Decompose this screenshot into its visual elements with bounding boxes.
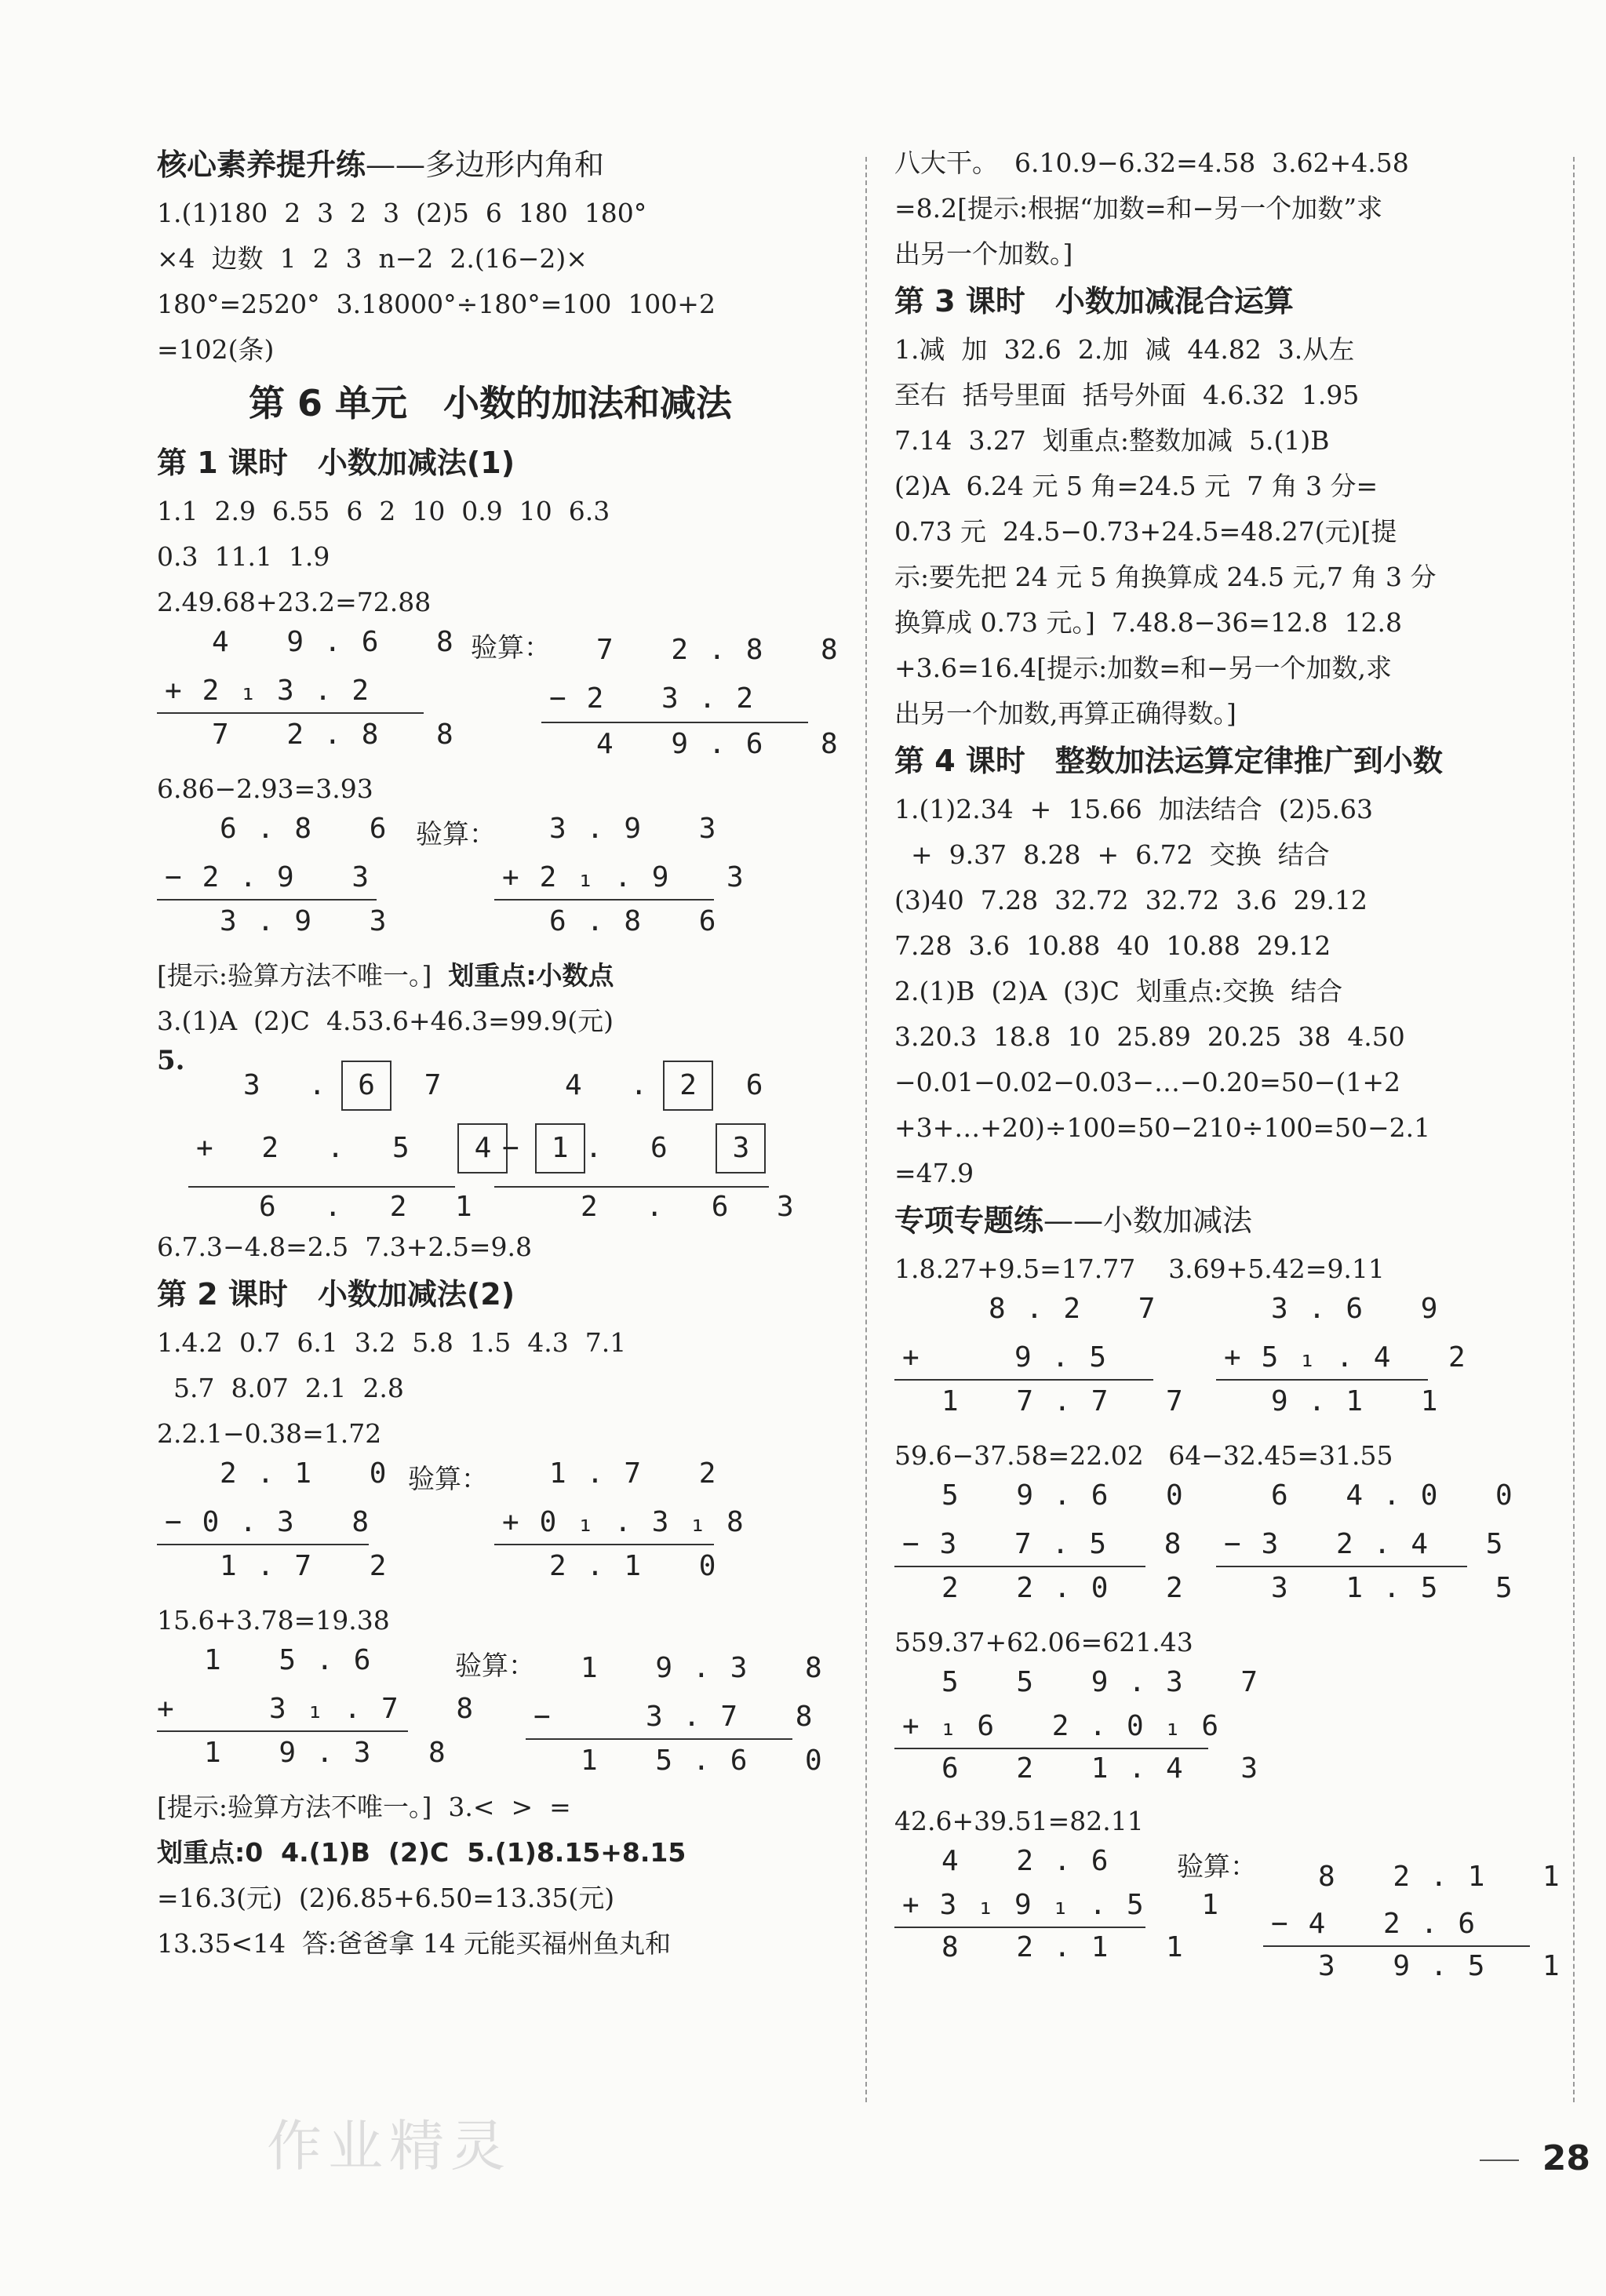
answer-box: 6 [341, 1061, 391, 1111]
answer-line: ×4 边数 1 2 3 n−2 2.(16−2)× [157, 243, 588, 274]
right-edge-divider [1573, 157, 1575, 2102]
answer-line: 0.73 元 24.5−0.73+24.5=48.27(元)[提 [894, 516, 1397, 547]
lesson-title: 第 2 课时 小数加减法(2) [157, 1277, 515, 1312]
answer-line: 2.2.1−0.38=1.72 [157, 1418, 382, 1449]
vertical-calc: 4 9.6 8 +2₁3.2 7 2.8 8 验算： 7 2.8 8 −2 3.2 4 9.6 8 [157, 626, 824, 767]
answer-line: + 9.37 8.28 + 6.72 交换 结合 [894, 839, 1330, 870]
lesson-title: 第 3 课时 小数加减混合运算 [894, 284, 1294, 318]
answer-line: 3.(1)A (2)C 4.53.6+46.3=99.9(元) [157, 1006, 614, 1036]
answer-line: 15.6+3.78=19.38 [157, 1605, 390, 1636]
answer-line: 5.7 8.07 2.1 2.8 [157, 1373, 404, 1403]
answer-line: =16.3(元) (2)6.85+6.50=13.35(元) [157, 1883, 615, 1913]
answer-line: =102(条) [157, 334, 275, 365]
vertical-calc: 8.2 7 + 9.5 1 7.7 7 3.6 9 +5₁.4 2 9.1 1 [894, 1293, 1569, 1434]
section-title-core: 核心素养提升练——多边形内角和 [157, 147, 605, 182]
page-number: 28 [1480, 2138, 1590, 2178]
answer-line: 1.4.2 0.7 6.1 3.2 5.8 1.5 4.3 7.1 [157, 1327, 627, 1358]
answer-line: 出另一个加数,再算正确得数。] [894, 698, 1236, 729]
answer-box: 3 [716, 1123, 766, 1173]
vertical-calc: 4 2.6 +3₁9₁.5 1 8 2.1 1 验算： 8 2.1 1 −4 2.6 3 9.5 1 [894, 1845, 1569, 2002]
answer-line: 划重点:0 4.(1)B (2)C 5.(1)8.15+8.15 [157, 1837, 686, 1868]
answer-line: 559.37+62.06=621.43 [894, 1627, 1193, 1657]
answer-line: (3)40 7.28 32.72 32.72 3.6 29.12 [894, 885, 1368, 915]
vertical-calc: 1 5.6 + 3₁.7 8 1 9.3 8 验算： 1 9.3 8 − 3.7 8 1 5.6 0 [157, 1644, 843, 1777]
answer-line: 6.86−2.93=3.93 [157, 773, 373, 804]
answer-line: 1.(1)180 2 3 2 3 (2)5 6 180 180° [157, 198, 647, 228]
answer-line: 6.7.3−4.8=2.5 7.3+2.5=9.8 [157, 1232, 532, 1262]
lesson-title: 第 4 课时 整数加法运算定律推广到小数 [894, 744, 1443, 778]
answer-line: =8.2[提示:根据“加数=和−另一个加数”求 [894, 193, 1383, 224]
answer-line: 7.14 3.27 划重点:整数加减 5.(1)B [894, 425, 1330, 456]
answer-line: 1.8.27+9.5=17.77 3.69+5.42=9.11 [894, 1254, 1385, 1284]
answer-line: 1.(1)2.34 + 15.66 加法结合 (2)5.63 [894, 794, 1373, 824]
vertical-calc: 5 9.6 0 −3 7.5 8 2 2.0 2 6 4.0 0 −3 2.4 5 3 1.5 5 [894, 1479, 1569, 1621]
answer-line: [提示:验算方法不唯一。] 3.< > = [157, 1792, 571, 1822]
answer-line: 1.1 2.9 6.55 6 2 10 0.9 10 6.3 [157, 496, 610, 526]
answer-line: 至右 括号里面 括号外面 4.6.32 1.95 [894, 380, 1360, 410]
answer-box: 2 [663, 1061, 713, 1111]
vertical-calc: 6.8 6 −2.9 3 3.9 3 验算： 3.9 3 +2₁.9 3 6.8 6 [157, 813, 824, 954]
watermark: 作业精灵 [267, 2114, 512, 2178]
answer-line: −0.01−0.02−0.03−…−0.20=50−(1+2 [894, 1067, 1400, 1097]
vertical-calc: 2.1 0 −0.3 8 1.7 2 验算： 1.7 2 +0₁.3₁8 2.1 0 [157, 1457, 824, 1599]
answer-line: 八大干。 6.10.9−6.32=4.58 3.62+4.58 [894, 147, 1409, 178]
answer-line: +3.6=16.4[提示:加数=和−另一个加数,求 [894, 653, 1393, 683]
unit-title: 第 6 单元 小数的加法和减法 [248, 382, 733, 424]
right-column [894, 141, 1580, 2108]
answer-box: 1 [535, 1123, 585, 1173]
answer-line: 180°=2520° 3.18000°÷180°=100 100+2 [157, 289, 716, 319]
answer-line: 59.6−37.58=22.02 64−32.45=31.55 [894, 1440, 1393, 1471]
answer-line: 2.(1)B (2)A (3)C 划重点:交换 结合 [894, 976, 1343, 1006]
answer-line: 42.6+39.51=82.11 [894, 1806, 1144, 1836]
lesson-title: 第 1 课时 小数加减法(1) [157, 446, 515, 480]
vertical-calc: 5 5 9.3 7 +₁6 2.0₁6 6 2 1.4 3 [894, 1666, 1569, 1799]
answer-line: +3+…+20)÷100=50−210÷100=50−2.1 [894, 1112, 1431, 1143]
q5-boxes-calc: 5. 3 . 6 7 + 2 . 5 4 6 . 2 1 4 . 2 6 − 1 . 6 3 2 . 6 3 [157, 1045, 810, 1223]
answer-line: 0.3 11.1 1.9 [157, 541, 330, 572]
answer-line: =47.9 [894, 1158, 974, 1188]
answer-line: 出另一个加数。] [894, 238, 1073, 269]
hint-line: [提示:验算方法不唯一。] 划重点:小数点 [157, 960, 614, 991]
answer-line: 1.减 加 32.6 2.加 减 44.82 3.从左 [894, 334, 1355, 365]
column-divider [865, 157, 867, 2102]
answer-line: 3.20.3 18.8 10 25.89 20.25 38 4.50 [894, 1021, 1405, 1052]
answer-line: 2.49.68+23.2=72.88 [157, 587, 432, 617]
answer-box: 4 [457, 1123, 508, 1173]
section-title-special: 专项专题练——小数加减法 [894, 1203, 1253, 1238]
answer-line: 13.35<14 答:爸爸拿 14 元能买福州鱼丸和 [157, 1928, 672, 1959]
answer-line: 换算成 0.73 元。] 7.48.8−36=12.8 12.8 [894, 607, 1402, 638]
left-column [157, 141, 858, 2108]
answer-line: 7.28 3.6 10.88 40 10.88 29.12 [894, 930, 1331, 961]
answer-line: 示:要先把 24 元 5 角换算成 24.5 元,7 角 3 分 [894, 562, 1437, 592]
answer-line: (2)A 6.24 元 5 角=24.5 元 7 角 3 分= [894, 471, 1378, 501]
